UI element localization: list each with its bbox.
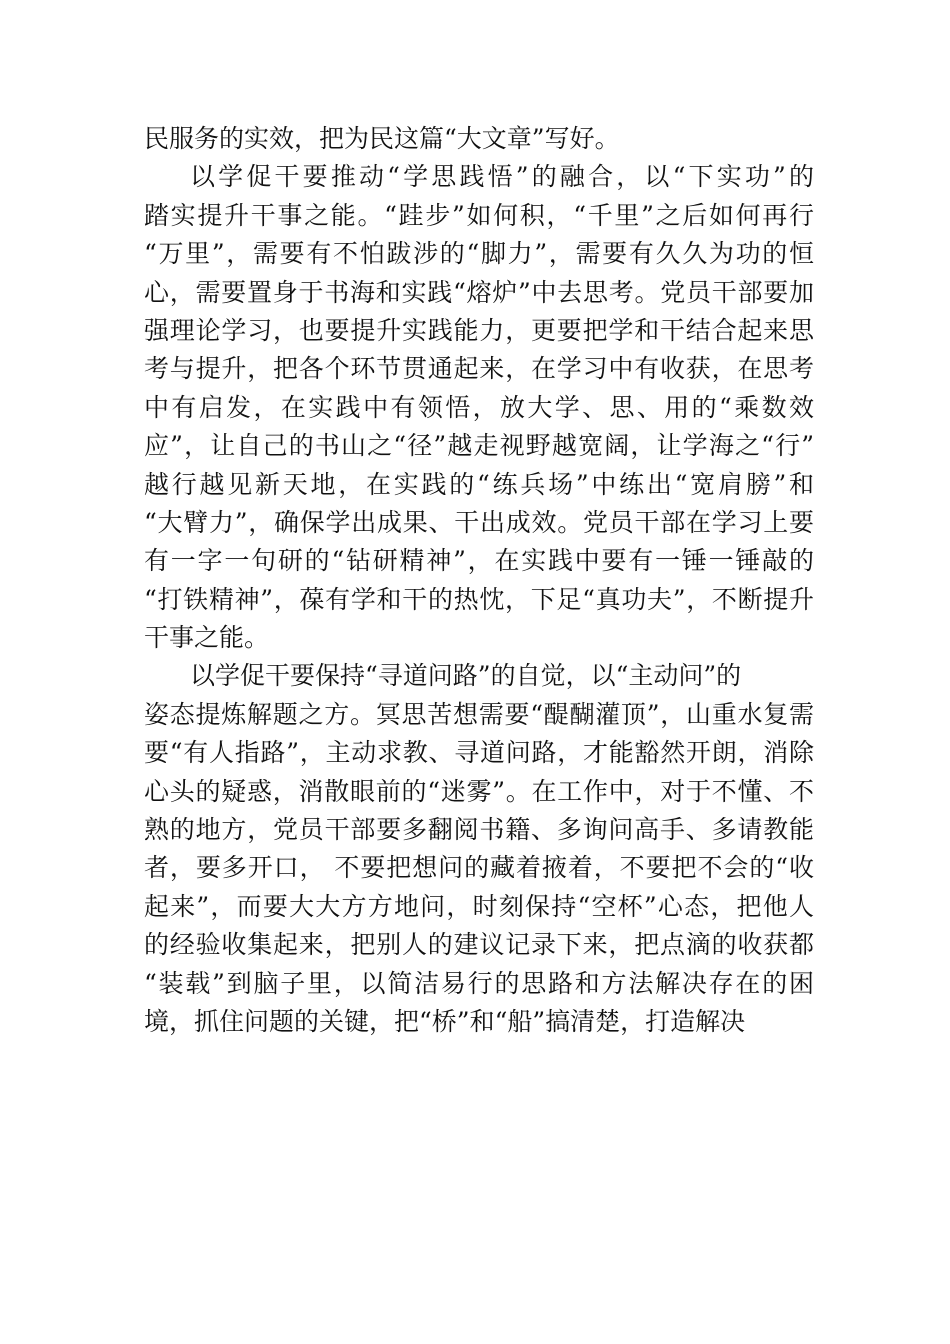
paragraph-3-line-7: 起来”，而要大大方方地问，时刻保持“空杯”心态，把他人 xyxy=(144,891,814,921)
paragraph-3-line-8: 的经验收集起来，把别人的建议记录下来，把点滴的收获都 xyxy=(144,930,814,960)
paragraph-2-line-2: 踏实提升干事之能。“跬步”如何积，“千里”之后如何再行 xyxy=(144,200,814,230)
paragraph-3-line-4: 心头的疑惑，消散眼前的“迷雾”。在工作中，对于不懂、不 xyxy=(144,776,814,806)
paragraph-3-line-3: 要“有人指路”，主动求教、寻道问路，才能豁然开朗，消除 xyxy=(144,738,814,768)
paragraph-2-line-9: 越行越见新天地，在实践的“练兵场”中练出“宽肩膀”和 xyxy=(144,469,814,499)
paragraph-3-line-9: “装载”到脑子里，以简洁易行的思路和方法解决存在的困 xyxy=(144,968,814,998)
paragraph-2-line-1: 以学促干要推动“学思践悟”的融合，以“下实功”的 xyxy=(190,162,814,192)
paragraph-2-line-11: 有一字一句研的“钻研精神”，在实践中要有一锤一锤敲的 xyxy=(144,546,814,576)
paragraph-2-line-8: 应”，让自己的书山之“径”越走视野越宽阔，让学海之“行” xyxy=(144,431,814,461)
paragraph-2-line-3: “万里”，需要有不怕跋涉的“脚力”，需要有久久为功的恒 xyxy=(144,239,814,269)
paragraph-3-line-5: 熟的地方，党员干部要多翻阅书籍、多询问高手、多请教能 xyxy=(144,815,814,845)
paragraph-1-line-1: 民服务的实效，把为民这篇“大文章”写好。 xyxy=(144,124,620,153)
paragraph-2-line-6: 考与提升，把各个环节贯通起来，在学习中有收获，在思考 xyxy=(144,354,814,384)
paragraph-3-line-6: 者，要多开口， 不要把想问的藏着掖着，不要把不会的“收 xyxy=(144,853,814,883)
paragraph-2-line-7: 中有启发，在实践中有领悟，放大学、思、用的“乘数效 xyxy=(144,392,814,422)
paragraph-2-line-12: “打铁精神”，葆有学和干的热忱，下足“真功夫”，不断提升 xyxy=(144,584,814,614)
paragraph-3-line-10: 境，抓住问题的关键，把“桥”和“船”搞清楚，打造解决 xyxy=(144,1006,746,1036)
paragraph-3-line-2: 姿态提炼解题之方。冥思苦想需要“醍醐灌顶”，山重水复需 xyxy=(144,699,814,729)
paragraph-2-line-5: 强理论学习，也要提升实践能力，更要把学和干结合起来思 xyxy=(144,315,814,345)
paragraph-2-line-13: 干事之能。 xyxy=(144,623,270,653)
paragraph-2-line-4: 心，需要置身于书海和实践“熔炉”中去思考。党员干部要加 xyxy=(144,277,814,307)
paragraph-2-line-10: “大臂力”，确保学出成果、干出成效。党员干部在学习上要 xyxy=(144,507,814,537)
paragraph-3-line-1: 以学促干要保持“寻道问路”的自觉，以“主动问”的 xyxy=(190,661,742,691)
body-text xyxy=(144,120,814,1041)
